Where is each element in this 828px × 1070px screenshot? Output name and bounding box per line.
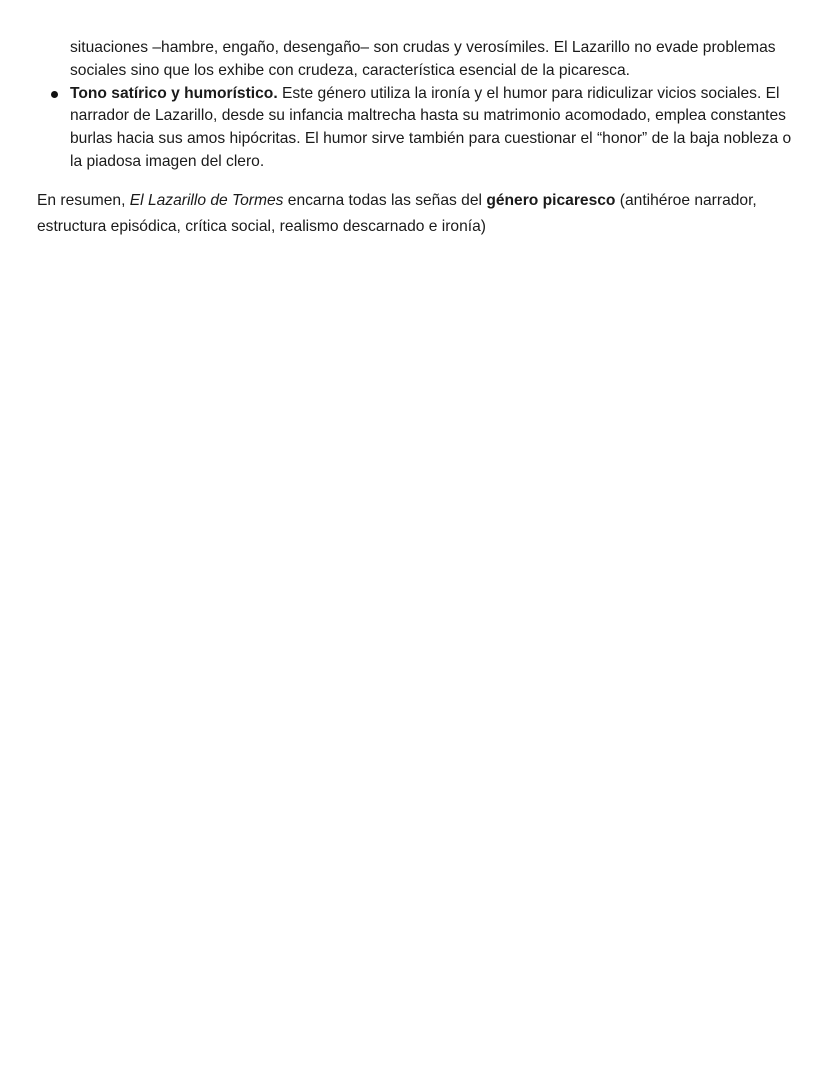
summary-lead: En resumen, [37,191,130,209]
genre-term: género picaresco [486,191,616,209]
book-title: El Lazarillo de Tormes [129,191,284,209]
continued-paragraph: situaciones –hambre, engaño, desengaño– son crudas y verosímiles. El Lazarillo no evade problemas sociales sino que los exhibe con crudeza, característica esencial de la picaresca. [70,39,776,79]
summary-paragraph [37,188,797,240]
bullet-title: Tono satírico y humorístico. [70,84,278,102]
summary-tail: (antihéroe narrador, estructura episódica, crítica social, realismo descarnado e ironía) [37,191,757,235]
list-item [37,83,797,174]
bullet-icon [51,91,58,98]
document-content [37,37,797,240]
summary-middle: encarna todas las señas del [283,191,487,209]
bullet-list [37,83,797,174]
bullet-text: Este género utiliza la ironía y el humor para ridiculizar vicios sociales. El narrador de Lazarillo, desde su infancia maltrecha hasta su matrimonio acomodado, emplea constantes burlas hacia sus amos hipócritas. El humor sirve también para cuestionar el “honor” de la baja nobleza o la piadosa imagen del clero. [70,84,792,170]
